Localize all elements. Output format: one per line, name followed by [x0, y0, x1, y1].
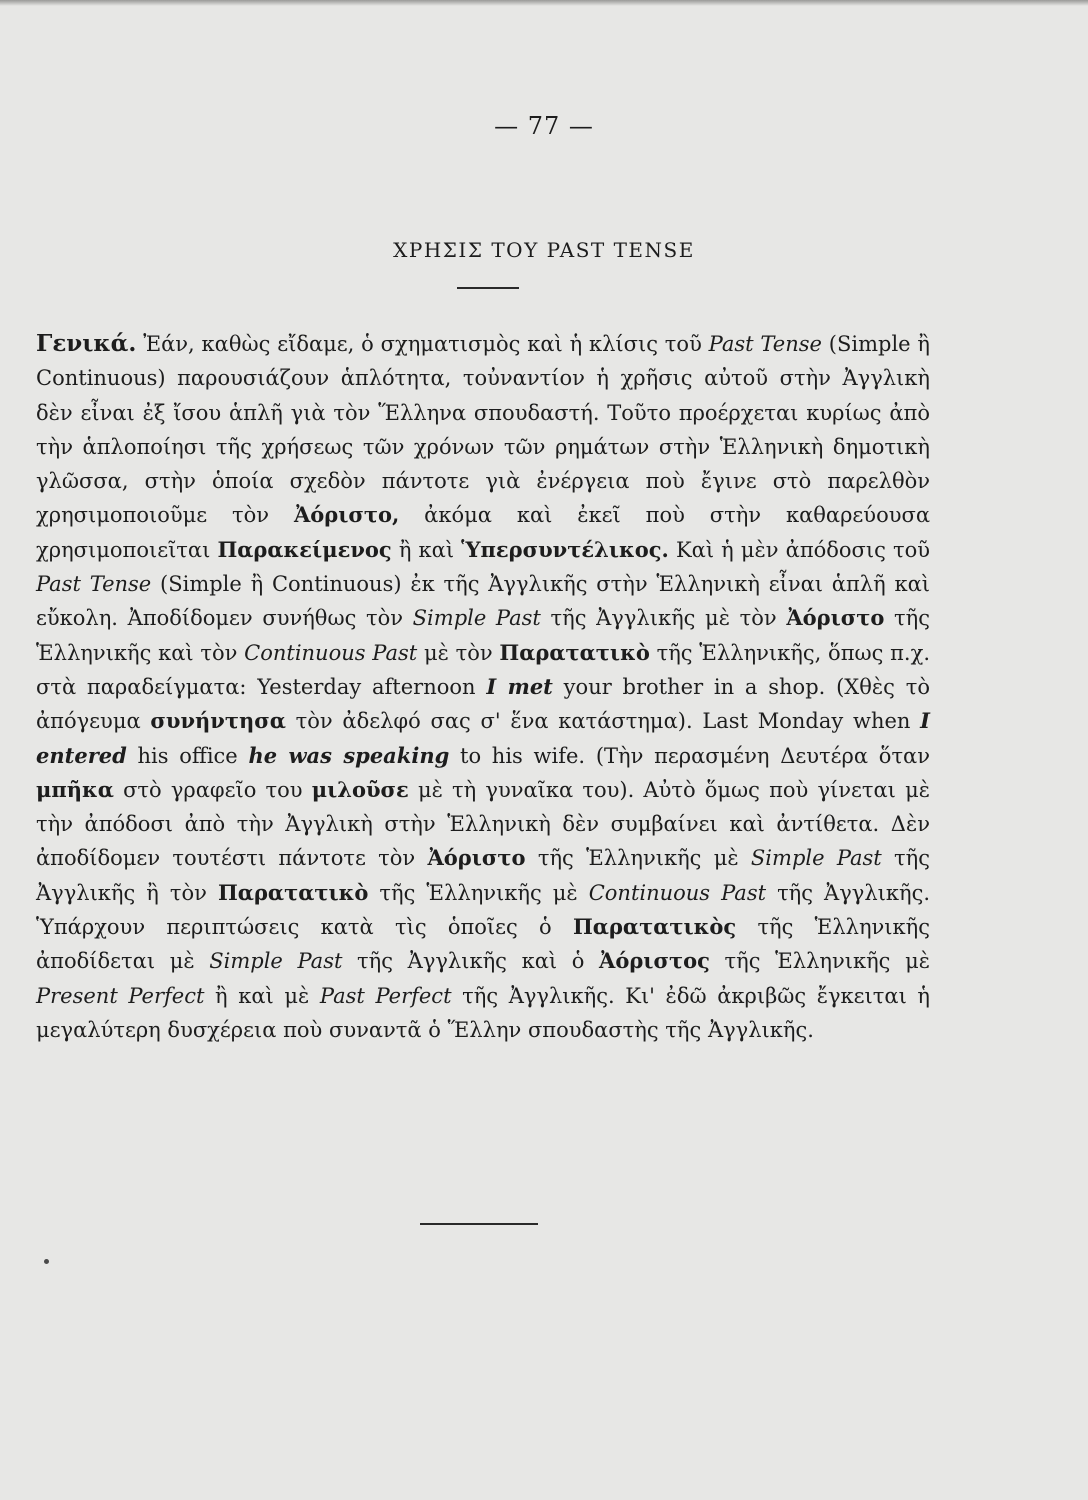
- text-run-i: Simple Past: [750, 846, 882, 871]
- text-run-i: Continuous Past: [588, 880, 767, 905]
- text-run-b: Παρατατικὸ: [217, 879, 369, 905]
- end-divider: [420, 1223, 538, 1225]
- text-run-b: Ἀόριστο: [427, 845, 526, 871]
- text-run-b: Παρατατικὸ: [499, 639, 650, 665]
- text-run: τῆς Ἀγγλικῆς μὲ τὸν: [540, 606, 787, 631]
- text-run: μὲ τὴ γυναῖκα του). Αὐτὸ ὅμως ποὺ γίνεται μὲ τὴν ἀπόδοσι ἀπὸ τὴν Ἀγγλικὴ στὴν Ἑλληνικὴ δὲν συμβαίνει καὶ ἀντίθετα. Δὲν ἀποδίδομεν τουτέστι πάντοτε τὸν: [36, 777, 930, 871]
- text-run-bi: he was speaking: [248, 742, 450, 768]
- text-run-bi: I entered: [36, 708, 930, 768]
- text-run-i: Simple Past: [412, 606, 541, 631]
- text-run: τῆς Ἀγγλικῆς. Κι' ἐδῶ ἀκριβῶς ἔγκειται ἡ μεγαλύτερη δυσχέρεια ποὺ συναντᾶ ὁ Ἕλλην σπουδαστὴς τῆς Ἀγγλικῆς.: [36, 983, 931, 1042]
- text-run: τῆς Ἑλληνικῆς μὲ: [525, 846, 751, 871]
- text-run: τῆς Ἑλληνικῆς, ὅπως π.χ. στὰ παραδείγματα: Yesterday afternoon: [36, 640, 930, 699]
- text-run-b: συνήντησα: [150, 708, 286, 734]
- text-run-b: Ἀόριστο,: [293, 502, 400, 528]
- text-run: τῆς Ἑλληνικῆς καὶ τὸν: [36, 606, 930, 665]
- text-run: τὸν ἀδελφό σας σ' ἕνα κατάστημα). Last Monday when: [285, 709, 921, 734]
- text-run-i: Present Perfect: [36, 983, 205, 1008]
- text-run: στὸ γραφεῖο του: [113, 777, 312, 802]
- body-paragraph: [36, 327, 930, 1047]
- text-run-i: Past Tense: [708, 332, 822, 356]
- text-run-b: μπῆκα: [36, 776, 114, 802]
- text-run: ἢ καὶ: [391, 537, 462, 562]
- margin-dot: [44, 1259, 49, 1264]
- text-run: ἢ καὶ μὲ: [204, 983, 320, 1008]
- text-run: τῆς Ἑλληνικῆς ἀποδίδεται μὲ: [36, 915, 930, 974]
- text-run-b: Παρακείμενος: [217, 536, 392, 562]
- text-run: to his wife. (Τὴν περασμένη Δευτέρα ὅταν: [449, 743, 931, 768]
- text-run-i: Past Tense: [36, 572, 152, 597]
- text-run: μὲ τὸν: [417, 640, 500, 665]
- text-run-i: Past Perfect: [319, 983, 452, 1008]
- text-run: Καὶ ἡ μὲν ἀπόδοσις τοῦ: [668, 537, 930, 562]
- text-run: ἀκόμα καὶ ἐκεῖ ποὺ στὴν καθαρεύουσα χρησιμοποιεῖται: [36, 503, 930, 562]
- text-run: his office: [126, 743, 249, 768]
- text-run-i: Simple Past: [209, 949, 343, 974]
- page-top-edge: [0, 0, 1088, 6]
- text-run: (Simple ἢ Continuous) παρουσιάζουν ἁπλότητα, τοὐναντίον ἡ χρῆσις αὐτοῦ στὴν Ἀγγλικὴ δὲν εἶναι ἐξ ἴσου ἁπλῆ γιὰ τὸν Ἕλληνα σπουδαστή. Τοῦτο προέρχεται κυρίως ἀπὸ τὴν ἁπλοποίησι τῆς χρήσεως τῶν χρόνων τῶν ρημάτων στὴν Ἑλληνικὴ δημοτικὴ γλῶσσα, στὴν ὁποία σχεδὸν πάντοτε γιὰ ἐνέργεια ποὺ ἔγινε στὸ παρελθὸν χρησιμοποιοῦμε τὸν: [36, 332, 931, 528]
- text-run: τῆς Ἀγγλικῆς ἢ τὸν: [36, 846, 930, 905]
- text-run: (Simple ἢ Continuous) ἐκ τῆς Ἀγγλικῆς στὴν Ἑλληνικὴ εἶναι ἁπλῆ καὶ εὔκολη. Ἀποδίδομεν συνήθως τὸν: [36, 572, 930, 631]
- text-run-lead: Γενικά.: [36, 330, 137, 357]
- text-run: τῆς Ἀγγλικῆς. Ὑπάρχουν περιπτώσεις κατὰ τὶς ὁποῖες ὁ: [36, 880, 931, 940]
- text-run: τῆς Ἑλληνικῆς μὲ: [709, 949, 930, 974]
- text-run: τῆς Ἀγγλικῆς καὶ ὁ: [342, 949, 600, 974]
- text-run-i: Continuous Past: [244, 640, 418, 665]
- text-run: your brother in a shop. (Χθὲς τὸ ἀπόγευμα: [36, 674, 930, 734]
- page-number: — 77 —: [494, 112, 594, 140]
- text-run-b: Ἀόριστος: [599, 948, 710, 974]
- title-divider: [457, 287, 519, 289]
- section-title: ΧΡΗΣΙΣ ΤΟΥ PAST TENSE: [393, 238, 695, 262]
- text-run-b: Παρατατικὸς: [572, 914, 737, 940]
- text-run: Ἐάν, καθὼς εἴδαμε, ὁ σχηματισμὸς καὶ ἡ κλίσις τοῦ: [136, 332, 709, 356]
- text-run-b: Ὑπερσυντέλικος.: [461, 536, 669, 562]
- text-run-b: μιλοῦσε: [311, 776, 409, 802]
- text-run-b: Ἀόριστο: [786, 605, 885, 631]
- text-run: τῆς Ἑλληνικῆς μὲ: [368, 880, 589, 905]
- text-run-bi: I met: [486, 673, 553, 699]
